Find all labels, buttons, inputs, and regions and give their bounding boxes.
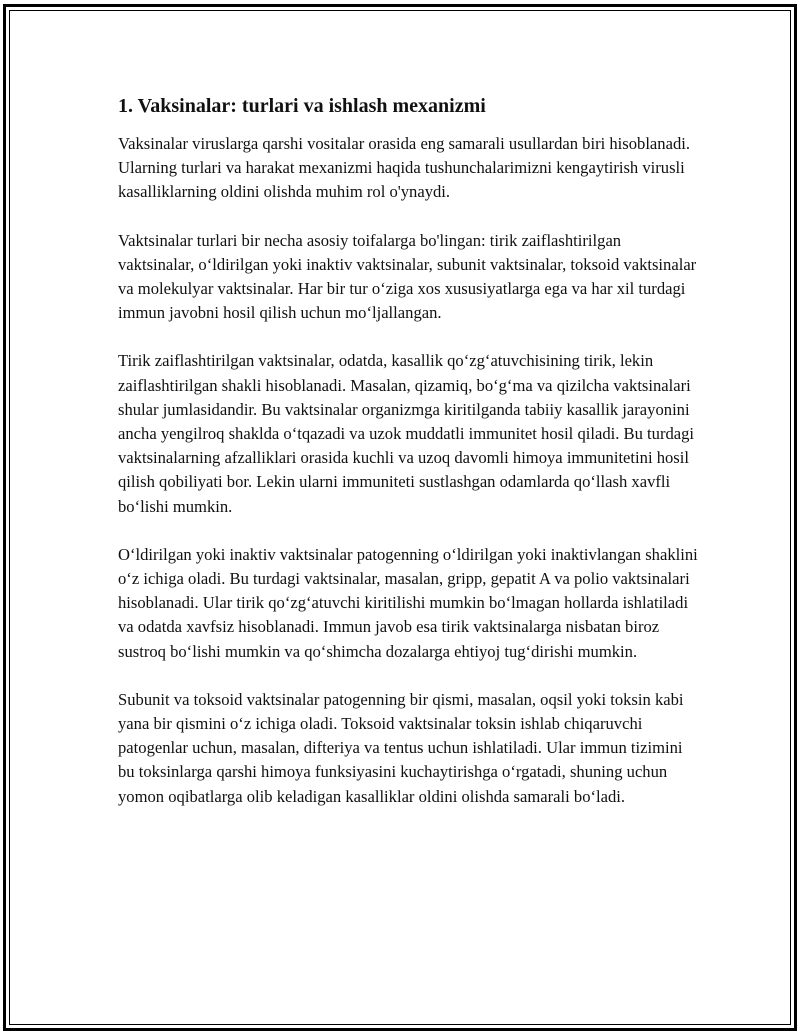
paragraph-live-attenuated: Tirik zaiflashtirilgan vaktsinalar, odatda, kasallik qo‘zg‘atuvchisining tirik, lekin zaiflashtirilgan shakli hisoblanadi. Masalan, qizamiq, bo‘g‘ma va qizilcha vaktsinalari shular jumlasidandir. Bu vaktsinalar organizmga kiritilganda tabiiy kasallik jarayonini ancha yengilroq shaklda o‘tqazadi va uzok muddatli immunitet hosil qiladi. Bu turdagi vaktsinalarning afzalliklari orasida kuchli va uzoq davomli himoya immunitetini hosil qilish qobiliyati bor. Lekin ularni immuniteti sustlashgan odamlarda qo‘llash xavfli bo‘lishi mumkin. bbox=[118, 351, 695, 516]
paragraph-subunit-toxoid: Subunit va toksoid vaktsinalar patogenning bir qismi, masalan, oqsil yoki toksin kabi yana bir qismini o‘z ichiga oladi. Toksoid vaktsinalar toksin ishlab chiqaruvchi patogenlar uchun, masalan, difteriya va tentus uchun ishlatiladi. Ular immun tizimini bu toksinlarga qarshi himoya funksiyasini kuchaytirishga o‘rgatadi, shuning uchun yomon oqibatlarga olib keladigan kasalliklar oldini olishda samarali bo‘ladi. bbox=[118, 689, 684, 806]
section-heading: 1. Vaksinalar: turlari va ishlash mexanizmi bbox=[118, 95, 486, 117]
paragraph-intro: Vaksinalar viruslarga qarshi vositalar orasida eng samarali usullardan biri hisoblanadi. Ularning turlari va harakat mexanizmi haqida tushunchalarimizni kengaytirish virusli kasalliklarning oldini olishda muhim rol o'ynaydi. bbox=[118, 134, 691, 202]
paragraph-vaccine-types: Vaktsinalar turlari bir necha asosiy toifalarga bo'lingan: tirik zaiflashtirilgan vaktsinalar, o‘ldirilgan yoki inaktiv vaktsinalar, subunit vaktsinalar, toksoid vaktsinalar va molekulyar vaktsinalar. Har bir tur o‘ziga xos xususiyatlarga ega va har xil turdagi immun javobni hosil qilish uchun mo‘ljallangan. bbox=[118, 230, 697, 323]
document-body bbox=[118, 93, 698, 833]
paragraph-inactivated: O‘ldirilgan yoki inaktiv vaktsinalar patogenning o‘ldirilgan yoki inaktivlangan shaklini o‘z ichiga oladi. Bu turdagi vaktsinalar, masalan, gripp, gepatit A va polio vaktsinalari hisoblanadi. Ular tirik qo‘zg‘atuvchi kiritilishi mumkin bo‘lmagan hollarda ishlatiladi va odatda xavfsiz hisoblanadi. Immun javob esa tirik vaktsinalarga nisbatan biroz sustroq bo‘lishi mumkin va qo‘shimcha dozalarga ehtiyoj tug‘dirishi mumkin. bbox=[118, 544, 698, 661]
